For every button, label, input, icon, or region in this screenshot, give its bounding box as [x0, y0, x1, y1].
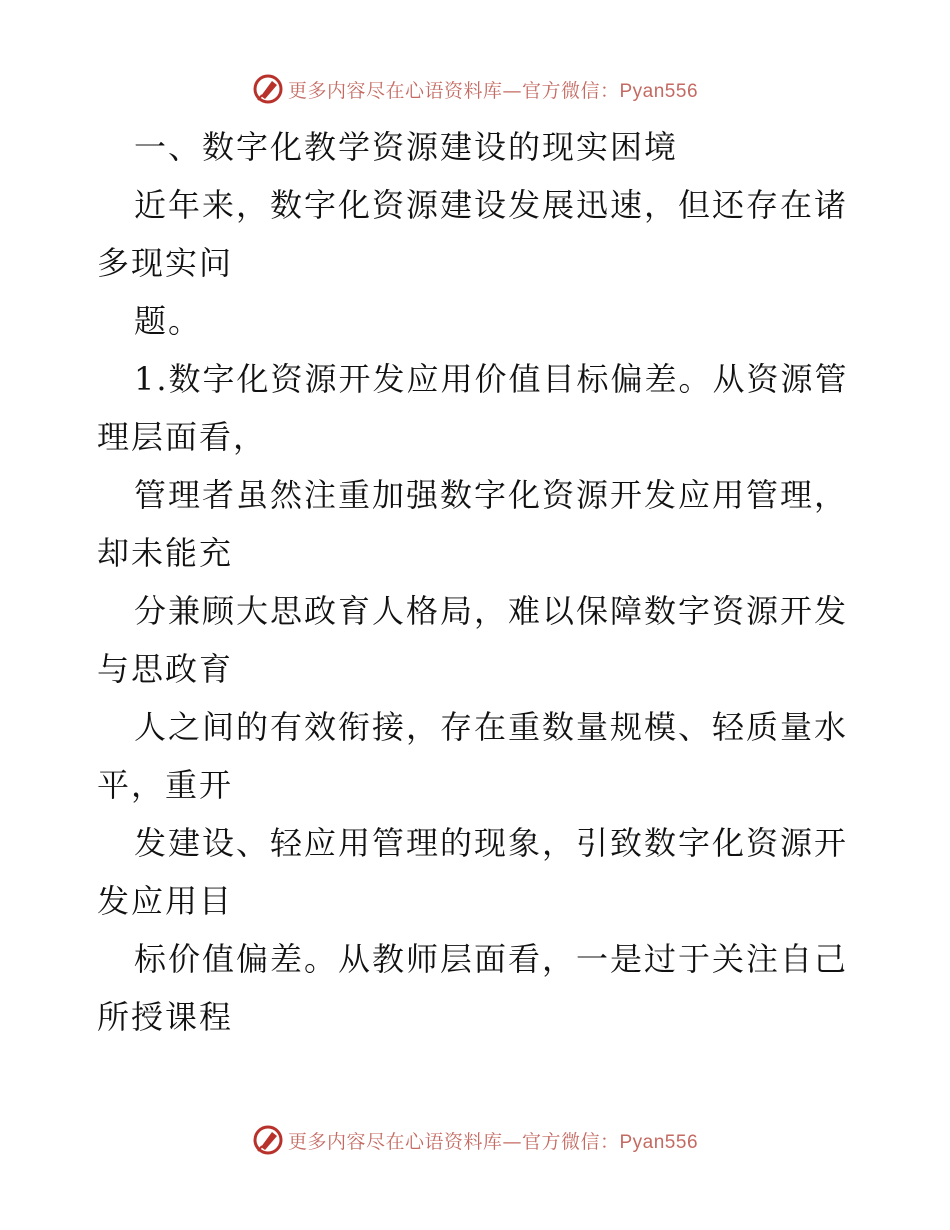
- paragraph-line: 却未能充: [97, 534, 234, 572]
- paragraph-line: 理层面看，: [97, 418, 268, 456]
- header-banner: [0, 72, 950, 106]
- footer-banner: [0, 1123, 950, 1157]
- paragraph-line: 管理者虽然注重加强数字化资源开发应用管理，: [134, 476, 849, 514]
- paragraph-line: 发应用目: [97, 882, 234, 920]
- paragraph-line: 与思政育: [97, 650, 234, 688]
- pen-nib-logo-icon: [252, 1124, 284, 1156]
- paragraph-line: 1.数字化资源开发应用价值目标偏差。从资源管: [134, 360, 849, 398]
- paragraph-line: 近年来，数字化资源建设发展迅速，但还存在诸: [134, 186, 849, 224]
- header-banner-label: 更多内容尽在心语资料库—官方微信：: [287, 79, 620, 102]
- footer-banner-text: [288, 1127, 698, 1154]
- paragraph-line: 发建设、轻应用管理的现象，引致数字化资源开: [134, 824, 849, 862]
- header-banner-handle: Pyan556: [619, 80, 699, 102]
- paragraph-line: 平，重开: [97, 766, 234, 804]
- paragraph-line: 所授课程: [97, 998, 234, 1036]
- footer-banner-handle: Pyan556: [619, 1131, 699, 1153]
- paragraph-line: 多现实问: [97, 244, 234, 282]
- pen-nib-logo-icon: [252, 73, 284, 105]
- paragraph-line: 标价值偏差。从教师层面看，一是过于关注自己: [134, 940, 849, 978]
- paragraph-line: 题。: [134, 302, 203, 340]
- section-heading: 一、数字化教学资源建设的现实困境: [134, 128, 679, 166]
- paragraph-line: 人之间的有效衔接，存在重数量规模、轻质量水: [134, 708, 849, 746]
- paragraph-line: 分兼顾大思政育人格局，难以保障数字资源开发: [134, 592, 849, 630]
- header-banner-text: [288, 76, 698, 103]
- footer-banner-label: 更多内容尽在心语资料库—官方微信：: [287, 1130, 620, 1153]
